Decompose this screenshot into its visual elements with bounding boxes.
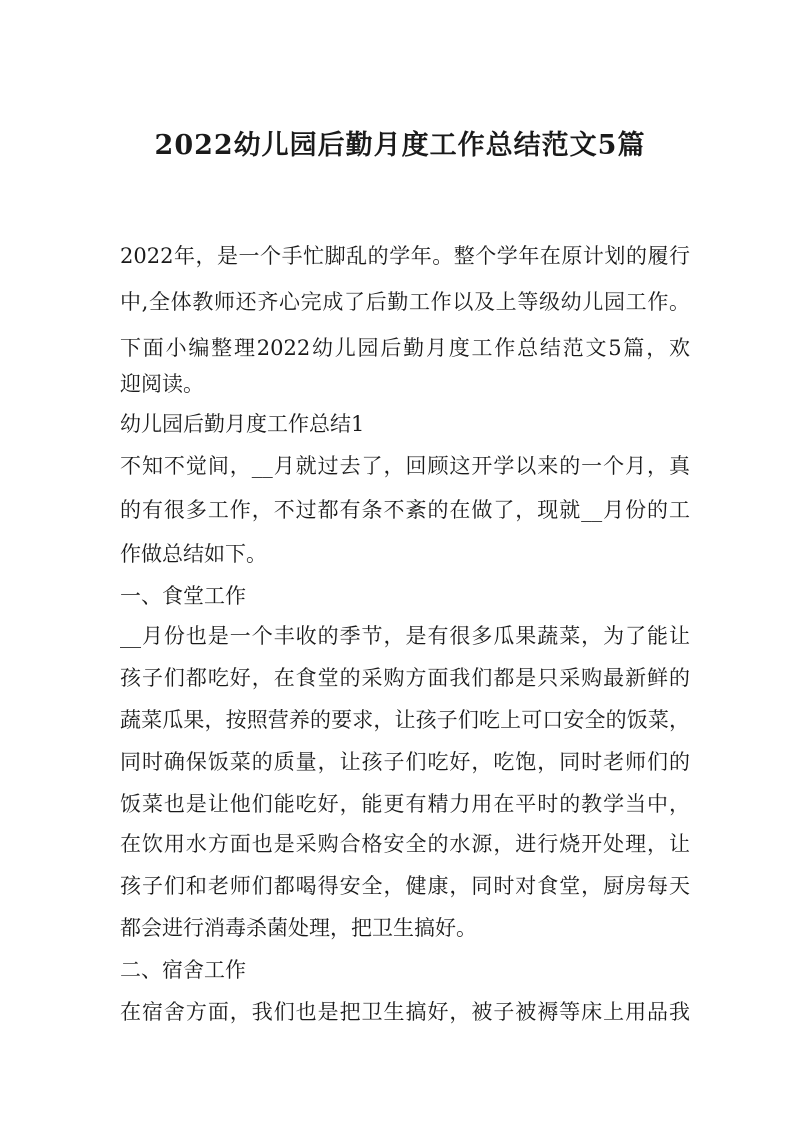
- body-line-intro-2: 中,全体教师还齐心完成了后勤工作以及上等级幼儿园工作。: [120, 290, 690, 314]
- document-title: 2022幼儿园后勤月度工作总结范文5篇: [154, 130, 646, 161]
- body-line-canteen-4: 同时确保饭菜的质量，让孩子们吃好，吃饱，同时老师们的: [120, 750, 690, 774]
- body-line-canteen-8: 都会进行消毒杀菌处理，把卫生搞好。: [120, 916, 477, 940]
- body-line-intro-3: 下面小编整理2022幼儿园后勤月度工作总结范文5篇，欢: [120, 336, 690, 360]
- body-line-intro-4: 迎阅读。: [120, 372, 204, 396]
- subheading-dormitory: 二、宿舍工作: [120, 958, 246, 982]
- body-line-intro-1: 2022年，是一个手忙脚乱的学年。整个学年在原计划的履行: [120, 244, 690, 268]
- body-line-canteen-1: __月份也是一个丰收的季节，是有很多瓜果蔬菜，为了能让: [120, 624, 690, 648]
- body-line-summary-2: 的有很多工作，不过都有条不紊的在做了，现就__月份的工: [120, 498, 690, 522]
- body-line-canteen-3: 蔬菜瓜果，按照营养的要求，让孩子们吃上可口安全的饭菜，: [120, 708, 690, 732]
- body-line-summary-1: 不知不觉间，__月就过去了，回顾这开学以来的一个月，真: [120, 454, 690, 478]
- body-line-summary-3: 作做总结如下。: [120, 542, 267, 566]
- body-line-canteen-7: 孩子们和老师们都喝得安全，健康，同时对食堂，厨房每天: [120, 874, 690, 898]
- subheading-canteen: 一、食堂工作: [120, 584, 246, 608]
- body-line-canteen-2: 孩子们都吃好，在食堂的采购方面我们都是只采购最新鲜的: [120, 666, 690, 690]
- body-line-dormitory-1: 在宿舍方面，我们也是把卫生搞好，被子被褥等床上用品我: [120, 1000, 690, 1024]
- section-heading-summary-1: 幼儿园后勤月度工作总结1: [120, 412, 365, 436]
- body-line-canteen-5: 饭菜也是让他们能吃好，能更有精力用在平时的教学当中，: [120, 792, 690, 816]
- body-line-canteen-6: 在饮用水方面也是采购合格安全的水源，进行烧开处理，让: [120, 832, 690, 856]
